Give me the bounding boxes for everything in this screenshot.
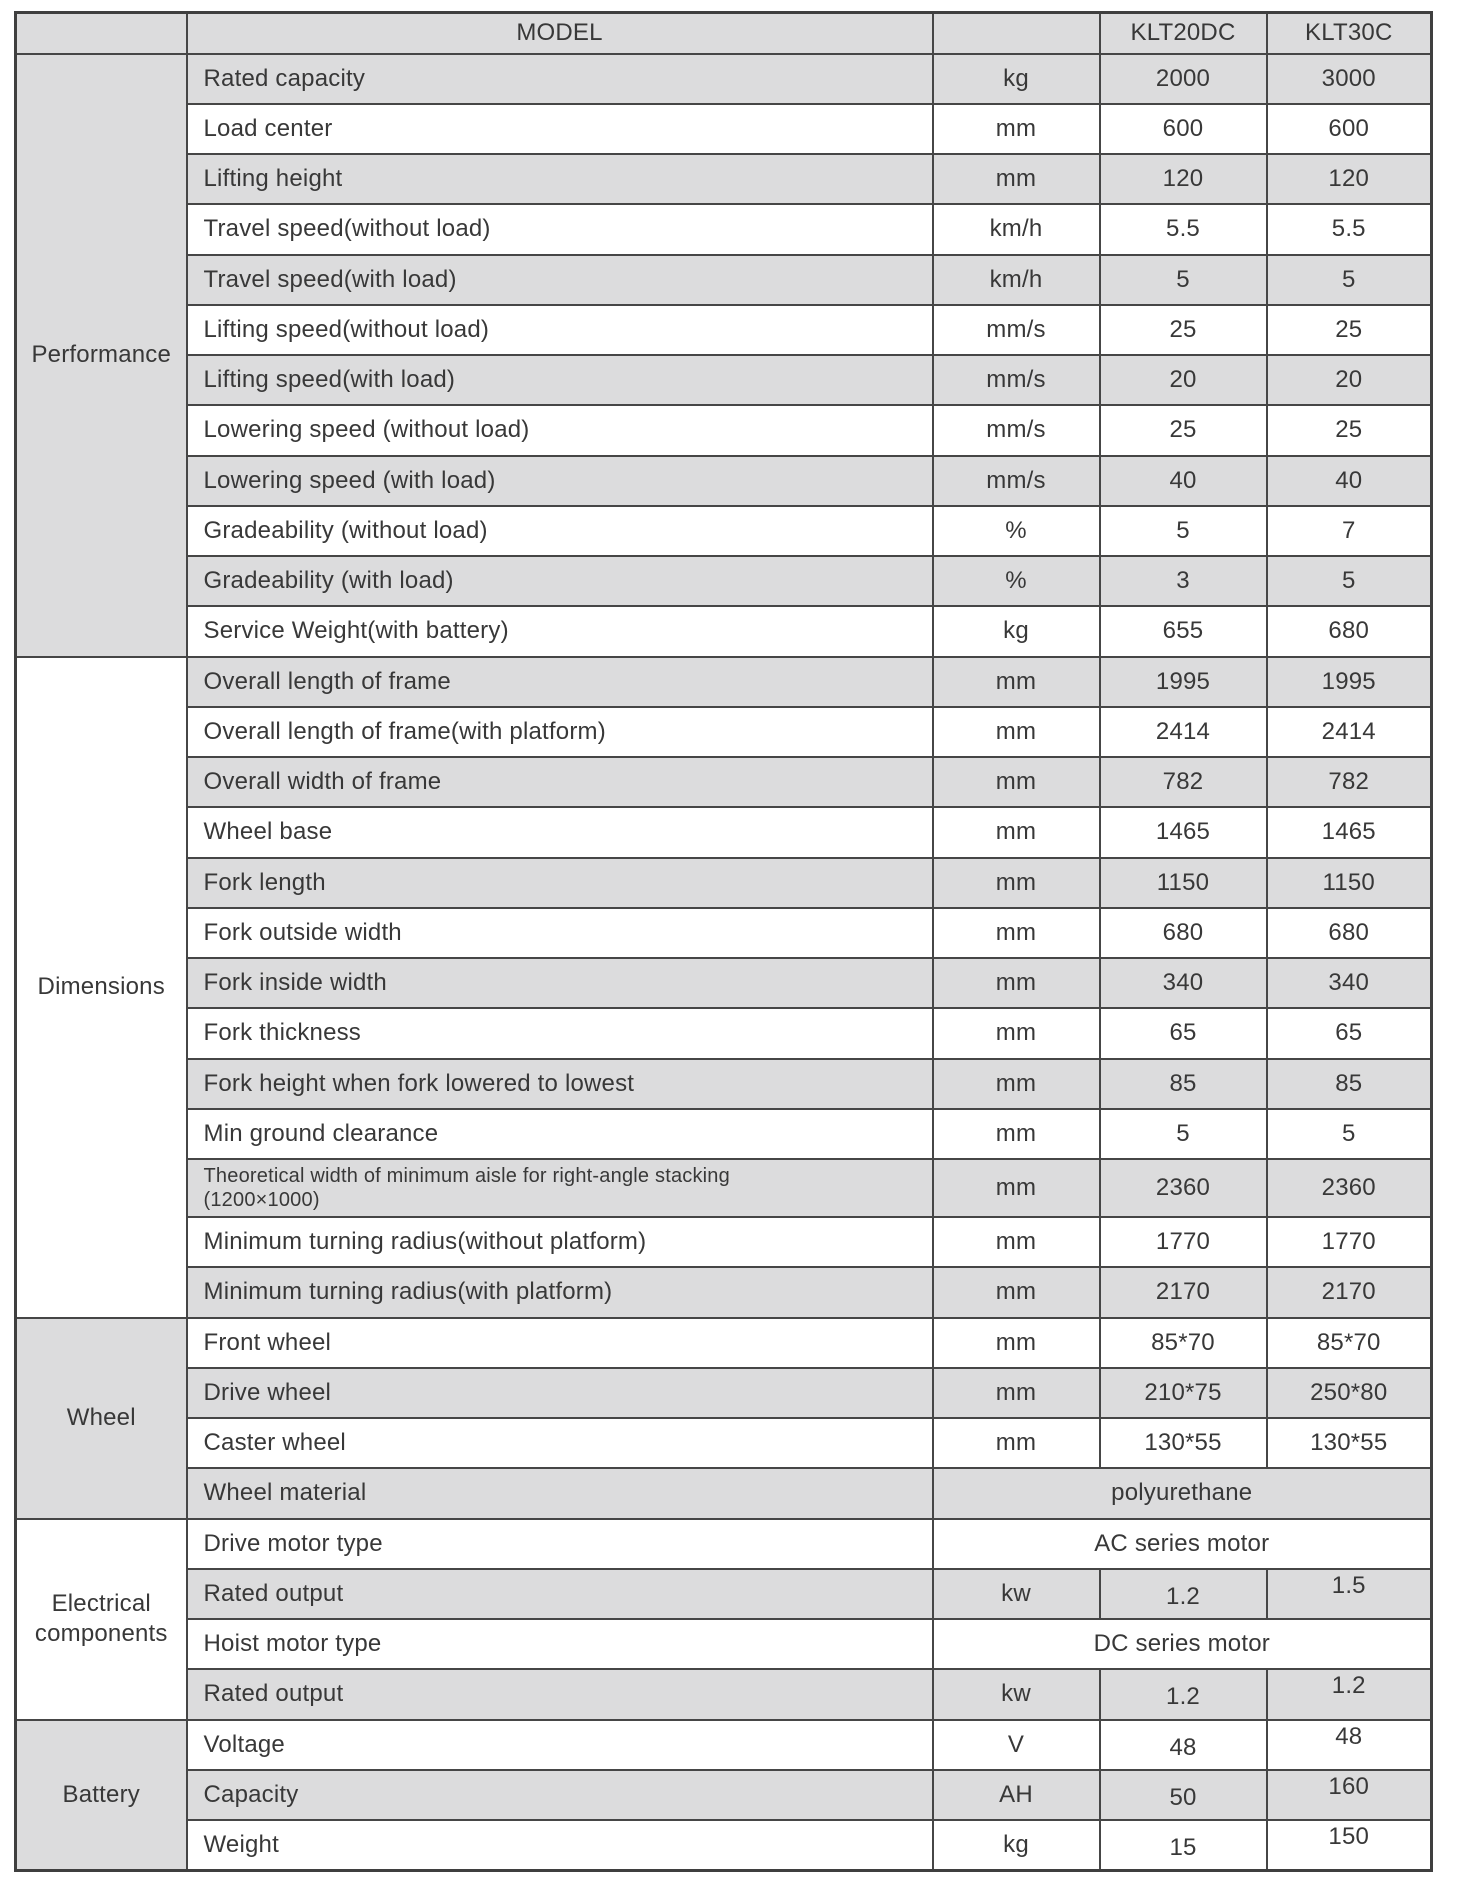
unit-cell: mm — [933, 154, 1100, 204]
value-cell-klt20dc — [1100, 757, 1267, 807]
unit-cell: mm — [933, 1109, 1100, 1159]
table-row — [16, 1519, 1432, 1569]
value-cell-klt20dc — [1100, 1008, 1267, 1058]
value-text: 782 — [1162, 768, 1204, 796]
unit-cell: mm — [933, 104, 1100, 154]
value-cell-klt20dc — [1100, 54, 1267, 104]
unit-cell: kw — [933, 1669, 1100, 1719]
value-text: 65 — [1335, 1019, 1363, 1047]
unit-cell: mm — [933, 657, 1100, 707]
table-row — [16, 908, 1432, 958]
value-cell-klt30c — [1267, 556, 1432, 606]
value-cell-klt30c — [1267, 1770, 1432, 1820]
table-row — [16, 1267, 1432, 1317]
table-row — [16, 1059, 1432, 1109]
value-text: 5 — [1341, 1119, 1356, 1147]
param-label-cell: Lifting speed(without load) — [187, 305, 933, 355]
value-text: 1465 — [1155, 818, 1211, 846]
value-text: 1.5 — [1331, 1571, 1366, 1599]
value-text: 25 — [1335, 416, 1363, 444]
param-label-cell: Wheel base — [187, 807, 933, 857]
value-text: 20 — [1169, 366, 1197, 394]
param-label-cell: Theoretical width of minimum aisle for right-angle stacking (1200×1000) — [187, 1159, 933, 1217]
param-label-cell: Rated output — [187, 1569, 933, 1619]
value-text: 5 — [1176, 265, 1190, 293]
value-cell-klt20dc — [1100, 1569, 1267, 1619]
value-text: 5.5 — [1331, 215, 1366, 243]
value-text: 1.2 — [1331, 1672, 1366, 1700]
value-cell-klt30c — [1267, 1669, 1432, 1719]
unit-cell: mm — [933, 1059, 1100, 1109]
value-text: 5 — [1341, 567, 1356, 595]
column-header-klt30c: KLT30C — [1267, 13, 1432, 54]
table-row — [16, 405, 1432, 455]
param-label-cell: Overall length of frame(with platform) — [187, 707, 933, 757]
table-row — [16, 456, 1432, 506]
table-row — [16, 958, 1432, 1008]
value-text: 1770 — [1155, 1228, 1211, 1256]
value-text: 2414 — [1321, 717, 1376, 745]
unit-cell: mm/s — [933, 405, 1100, 455]
value-text: 120 — [1162, 165, 1204, 193]
param-label-cell: Fork outside width — [187, 908, 933, 958]
value-cell-klt20dc — [1100, 556, 1267, 606]
value-text: 1150 — [1156, 868, 1210, 896]
table-row — [16, 1418, 1432, 1468]
param-label-cell: Overall length of frame — [187, 657, 933, 707]
value-cell-klt20dc — [1100, 1059, 1267, 1109]
value-text: 40 — [1335, 466, 1363, 494]
table-row — [16, 355, 1432, 405]
value-text: 1995 — [1321, 667, 1376, 695]
table-row — [16, 305, 1432, 355]
value-text: 3000 — [1321, 64, 1376, 92]
value-cell-klt20dc — [1100, 1368, 1267, 1418]
value-text: 40 — [1169, 466, 1197, 494]
unit-cell: mm — [933, 1217, 1100, 1267]
table-row — [16, 606, 1432, 656]
value-cell-klt20dc — [1100, 1418, 1267, 1468]
param-label-cell: Fork length — [187, 858, 933, 908]
table-row — [16, 757, 1432, 807]
value-text: 340 — [1328, 969, 1370, 997]
unit-cell: V — [933, 1720, 1100, 1770]
param-label-cell: Gradeability (with load) — [187, 556, 933, 606]
value-text: 250*80 — [1310, 1378, 1388, 1406]
table-row — [16, 1770, 1432, 1820]
value-text: 680 — [1162, 918, 1204, 946]
value-text: 15 — [1169, 1833, 1197, 1861]
param-label-cell: Caster wheel — [187, 1418, 933, 1468]
value-cell-klt30c — [1267, 355, 1432, 405]
value-cell-klt30c — [1267, 1418, 1432, 1468]
value-cell-klt30c — [1267, 204, 1432, 254]
table-row — [16, 556, 1432, 606]
merged-value-cell: AC series motor — [933, 1519, 1432, 1569]
value-text: 25 — [1169, 416, 1197, 444]
unit-cell: mm — [933, 1418, 1100, 1468]
value-cell-klt30c — [1267, 757, 1432, 807]
value-cell-klt30c — [1267, 1159, 1432, 1217]
param-label-cell: Fork inside width — [187, 958, 933, 1008]
value-text: 2360 — [1321, 1174, 1376, 1201]
value-cell-klt30c — [1267, 858, 1432, 908]
value-text: 25 — [1335, 315, 1363, 343]
table-row — [16, 1109, 1432, 1159]
param-label-cell: Lowering speed (with load) — [187, 456, 933, 506]
param-label-cell: Front wheel — [187, 1318, 933, 1368]
unit-cell: % — [933, 556, 1100, 606]
value-cell-klt30c — [1267, 1318, 1432, 1368]
table-header-row — [16, 13, 1432, 54]
value-text: 160 — [1328, 1772, 1370, 1800]
value-text: 600 — [1328, 114, 1370, 142]
value-cell-klt20dc — [1100, 606, 1267, 656]
value-cell-klt30c — [1267, 1217, 1432, 1267]
unit-cell: mm — [933, 1267, 1100, 1317]
value-cell-klt20dc — [1100, 1318, 1267, 1368]
value-text: 7 — [1341, 516, 1356, 544]
unit-cell: mm — [933, 757, 1100, 807]
corner-header-cell — [16, 13, 187, 54]
param-label-cell: Overall width of frame — [187, 757, 933, 807]
param-label-cell: Voltage — [187, 1720, 933, 1770]
value-text: 5 — [1176, 516, 1190, 544]
section-category-dimensions: Dimensions — [16, 657, 187, 1318]
model-header-cell: MODEL — [187, 13, 933, 54]
unit-cell: mm — [933, 1318, 1100, 1368]
value-cell-klt30c — [1267, 707, 1432, 757]
value-cell-klt20dc — [1100, 1669, 1267, 1719]
section-category-electrical-components: Electrical components — [16, 1519, 187, 1720]
section-category-wheel: Wheel — [16, 1318, 187, 1519]
table-row — [16, 1820, 1432, 1870]
table-row — [16, 104, 1432, 154]
value-cell-klt20dc — [1100, 858, 1267, 908]
value-text: 85*70 — [1316, 1328, 1381, 1356]
value-text: 25 — [1169, 315, 1197, 343]
param-label-cell: Fork height when fork lowered to lowest — [187, 1059, 933, 1109]
value-text: 600 — [1162, 114, 1204, 142]
value-text: 2414 — [1155, 717, 1211, 745]
table-row — [16, 657, 1432, 707]
value-text: 210*75 — [1144, 1378, 1222, 1406]
param-label-cell: Minimum turning radius(without platform) — [187, 1217, 933, 1267]
value-text: 1.2 — [1166, 1582, 1200, 1610]
value-cell-klt20dc — [1100, 204, 1267, 254]
param-label-cell: Rated capacity — [187, 54, 933, 104]
value-cell-klt30c — [1267, 908, 1432, 958]
value-cell-klt20dc — [1100, 305, 1267, 355]
value-cell-klt30c — [1267, 154, 1432, 204]
value-text: 120 — [1328, 165, 1370, 193]
value-cell-klt30c — [1267, 1059, 1432, 1109]
value-cell-klt30c — [1267, 305, 1432, 355]
value-cell-klt20dc — [1100, 104, 1267, 154]
table-row — [16, 1569, 1432, 1619]
value-cell-klt20dc — [1100, 405, 1267, 455]
value-cell-klt20dc — [1100, 255, 1267, 305]
value-text: 2000 — [1155, 64, 1211, 92]
value-text: 150 — [1328, 1822, 1370, 1850]
value-cell-klt30c — [1267, 1820, 1432, 1870]
param-label-cell: Load center — [187, 104, 933, 154]
table-row — [16, 1669, 1432, 1719]
value-cell-klt20dc — [1100, 657, 1267, 707]
value-text: 1.2 — [1166, 1683, 1200, 1711]
table-row — [16, 1720, 1432, 1770]
value-text: 2360 — [1155, 1174, 1211, 1201]
param-label-cell: Lifting speed(with load) — [187, 355, 933, 405]
value-cell-klt20dc — [1100, 908, 1267, 958]
table-row — [16, 1318, 1432, 1368]
value-text: 3 — [1176, 567, 1190, 595]
unit-cell: km/h — [933, 204, 1100, 254]
value-cell-klt30c — [1267, 1569, 1432, 1619]
value-text: 5 — [1176, 1119, 1190, 1147]
value-cell-klt20dc — [1100, 1109, 1267, 1159]
param-label-line2: (1200×1000) — [203, 1189, 320, 1211]
value-text: 1150 — [1322, 868, 1375, 896]
merged-value-cell: polyurethane — [933, 1468, 1432, 1518]
value-text: 48 — [1169, 1733, 1197, 1761]
table-row — [16, 204, 1432, 254]
value-text: 85*70 — [1151, 1328, 1215, 1356]
value-text: 680 — [1328, 617, 1370, 645]
value-cell-klt30c — [1267, 506, 1432, 556]
param-label-cell: Gradeability (without load) — [187, 506, 933, 556]
value-cell-klt30c — [1267, 1720, 1432, 1770]
value-cell-klt30c — [1267, 1109, 1432, 1159]
value-cell-klt20dc — [1100, 355, 1267, 405]
value-text: 50 — [1169, 1783, 1197, 1811]
value-cell-klt20dc — [1100, 1159, 1267, 1217]
value-cell-klt30c — [1267, 657, 1432, 707]
value-cell-klt30c — [1267, 1267, 1432, 1317]
value-text: 130*55 — [1310, 1429, 1388, 1457]
value-cell-klt30c — [1267, 958, 1432, 1008]
unit-cell: kg — [933, 1820, 1100, 1870]
param-label-cell: Capacity — [187, 1770, 933, 1820]
value-text: 20 — [1335, 366, 1363, 394]
value-cell-klt30c — [1267, 54, 1432, 104]
value-text: 782 — [1328, 768, 1370, 796]
column-header-klt20dc: KLT20DC — [1100, 13, 1267, 54]
value-text: 1465 — [1321, 818, 1376, 846]
value-cell-klt30c — [1267, 405, 1432, 455]
value-cell-klt20dc — [1100, 1217, 1267, 1267]
value-text: 5.5 — [1166, 215, 1200, 243]
merged-value-cell: DC series motor — [933, 1619, 1432, 1669]
value-text: 340 — [1162, 969, 1204, 997]
table-row — [16, 1368, 1432, 1418]
unit-cell: kg — [933, 54, 1100, 104]
value-text: 65 — [1169, 1019, 1197, 1047]
unit-cell: % — [933, 506, 1100, 556]
param-label-cell: Weight — [187, 1820, 933, 1870]
value-cell-klt20dc — [1100, 1820, 1267, 1870]
unit-cell: mm — [933, 958, 1100, 1008]
value-cell-klt20dc — [1100, 154, 1267, 204]
value-text: 48 — [1335, 1722, 1363, 1750]
spec-table-body — [16, 54, 1432, 1871]
value-cell-klt20dc — [1100, 807, 1267, 857]
unit-cell: mm — [933, 1368, 1100, 1418]
unit-cell: mm/s — [933, 305, 1100, 355]
value-cell-klt20dc — [1100, 456, 1267, 506]
value-cell-klt20dc — [1100, 1770, 1267, 1820]
param-label-cell: Travel speed(with load) — [187, 255, 933, 305]
section-category-performance: Performance — [16, 54, 187, 657]
unit-cell: mm — [933, 1008, 1100, 1058]
unit-cell: mm — [933, 807, 1100, 857]
param-label-cell: Minimum turning radius(with platform) — [187, 1267, 933, 1317]
param-label-cell: Wheel material — [187, 1468, 933, 1518]
section-category-battery: Battery — [16, 1720, 187, 1871]
table-row — [16, 707, 1432, 757]
value-cell-klt30c — [1267, 807, 1432, 857]
unit-cell: mm/s — [933, 355, 1100, 405]
table-row — [16, 506, 1432, 556]
value-text: 1770 — [1321, 1228, 1376, 1256]
param-label-cell: Hoist motor type — [187, 1619, 933, 1669]
param-label-cell: Min ground clearance — [187, 1109, 933, 1159]
unit-cell: mm/s — [933, 456, 1100, 506]
unit-cell: kg — [933, 606, 1100, 656]
unit-cell: mm — [933, 1159, 1100, 1217]
param-label-cell: Drive motor type — [187, 1519, 933, 1569]
value-text: 85 — [1335, 1069, 1363, 1097]
value-text: 130*55 — [1144, 1429, 1222, 1457]
unit-cell: AH — [933, 1770, 1100, 1820]
param-label-cell: Fork thickness — [187, 1008, 933, 1058]
value-cell-klt30c — [1267, 456, 1432, 506]
table-row — [16, 807, 1432, 857]
value-text: 680 — [1328, 918, 1370, 946]
unit-cell: mm — [933, 858, 1100, 908]
value-text: 85 — [1169, 1069, 1197, 1097]
value-cell-klt20dc — [1100, 958, 1267, 1008]
param-label-cell: Lowering speed (without load) — [187, 405, 933, 455]
unit-cell: mm — [933, 707, 1100, 757]
value-cell-klt20dc — [1100, 707, 1267, 757]
table-row — [16, 154, 1432, 204]
table-row — [16, 255, 1432, 305]
table-row — [16, 1008, 1432, 1058]
table-row — [16, 858, 1432, 908]
value-cell-klt20dc — [1100, 1267, 1267, 1317]
value-cell-klt20dc — [1100, 1720, 1267, 1770]
value-text: 5 — [1341, 265, 1356, 293]
unit-cell: km/h — [933, 255, 1100, 305]
param-label-cell: Lifting height — [187, 154, 933, 204]
table-row — [16, 1619, 1432, 1669]
value-cell-klt30c — [1267, 1008, 1432, 1058]
value-text: 655 — [1162, 617, 1204, 645]
table-row — [16, 1159, 1432, 1217]
value-text: 2170 — [1155, 1278, 1211, 1306]
value-cell-klt30c — [1267, 606, 1432, 656]
table-row — [16, 54, 1432, 104]
unit-header-cell — [933, 13, 1100, 54]
param-label-cell: Service Weight(with battery) — [187, 606, 933, 656]
value-text: 2170 — [1321, 1278, 1376, 1306]
unit-cell: mm — [933, 908, 1100, 958]
value-cell-klt30c — [1267, 255, 1432, 305]
param-label-cell: Drive wheel — [187, 1368, 933, 1418]
table-row — [16, 1217, 1432, 1267]
param-label-cell: Travel speed(without load) — [187, 204, 933, 254]
value-text: 1995 — [1155, 667, 1211, 695]
value-cell-klt20dc — [1100, 506, 1267, 556]
param-label-cell: Rated output — [187, 1669, 933, 1719]
value-cell-klt30c — [1267, 104, 1432, 154]
table-row — [16, 1468, 1432, 1518]
value-cell-klt30c — [1267, 1368, 1432, 1418]
spec-table — [14, 11, 1433, 1872]
unit-cell: kw — [933, 1569, 1100, 1619]
